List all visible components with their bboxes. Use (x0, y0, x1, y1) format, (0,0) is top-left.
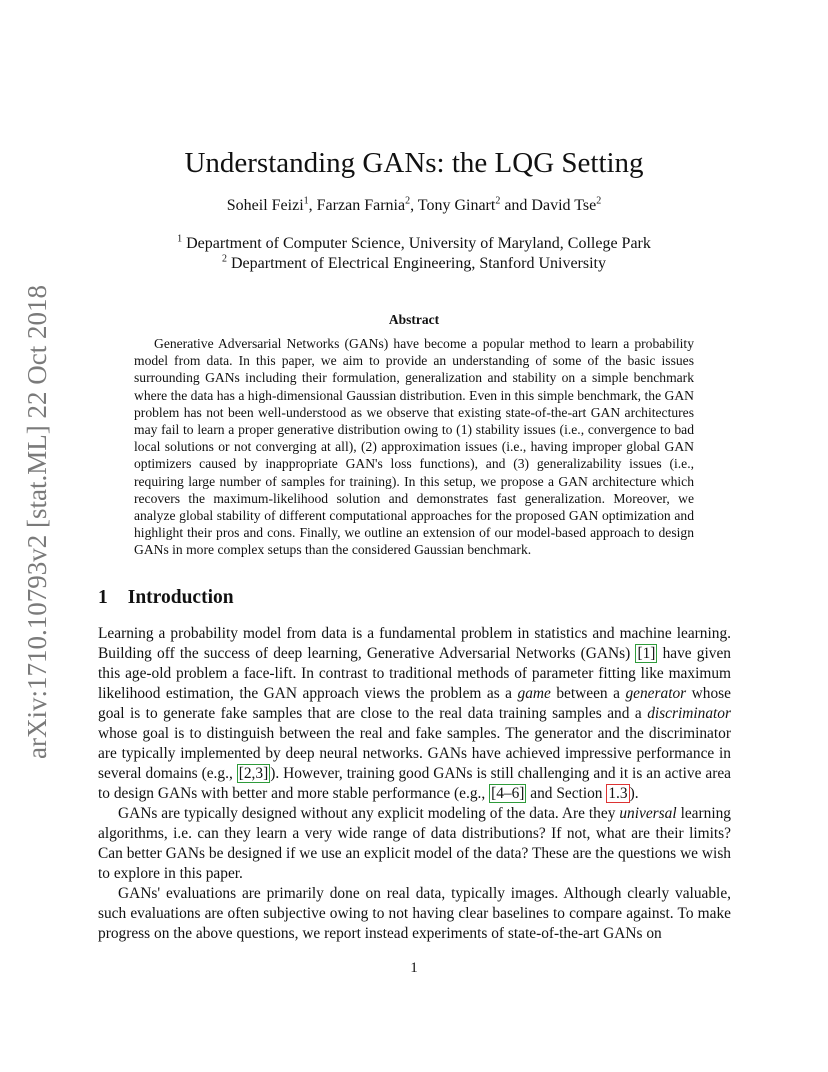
affiliation-mark: 2 (222, 253, 227, 265)
author-name: David Tse (531, 197, 597, 214)
affiliation-mark: 1 (177, 233, 183, 245)
author-affiliation-mark: 2 (495, 195, 501, 207)
author-name: Tony Ginart (417, 197, 496, 214)
section-heading (98, 587, 234, 609)
emphasis: discriminator (647, 705, 731, 722)
paragraph: Learning a probability model from data is a fundamental problem in statistics and machine learning. Building off the success of deep learning, Generative Adversarial Networks (GANs) [1] have given this age-old problem a face-lift. In contrast to traditional methods of parameter fitting like maximum likelihood estimation, the GAN approach views the problem as a game between a generator whose goal is to generate fake samples that are close to the real data training samples and a discriminator whose goal is to distinguish between the real and fake samples. The generator and the discriminator are typically implemented by deep neural networks. GANs have achieved impressive performance in several domains (e.g., [2,3] ). However, training good GANs is still challenging and it is an active area to design GANs with better and more stable performance (e.g., [4–6] and Section 1.3 ). (98, 625, 731, 802)
affiliation-2 (0, 255, 828, 273)
paper-title: Understanding GANs: the LQG Setting (184, 147, 644, 179)
author-affiliation-mark: 2 (405, 195, 411, 207)
emphasis: generator (625, 685, 687, 702)
arxiv-stamp-container (22, 282, 58, 762)
paragraph: GANs' evaluations are primarily done on real data, typically images. Although clearly valuable, such evaluations are often subjective owing to not having clear baselines to compare against. To make progress on the above questions, we report instead experiments of state-of-the-art GANs on (98, 885, 731, 942)
introduction-body (98, 624, 731, 944)
affiliation-text: Department of Electrical Engineering, Stanford University (231, 255, 606, 272)
arxiv-identifier: arXiv:1710.10793v2 [stat.ML] 22 Oct 2018 (22, 285, 52, 759)
author-affiliation-mark: 2 (596, 195, 602, 207)
citation-link[interactable]: [4–6] (491, 785, 525, 802)
affiliation-1 (0, 235, 828, 253)
paragraph: GANs are typically designed without any explicit modeling of the data. Are they universal learning algorithms, i.e. can they learn a very wide range of data distributions? If not, what are their limits? Can better GANs be designed if we use an explicit model of the data? These are the questions we wish to explore in this paper. (98, 805, 731, 882)
author-list: Soheil Feizi$^1$, Farzan Farnia$^2$, Tony Ginart$^2$ and David Tse$^2$ (226, 195, 602, 214)
citation-link[interactable]: [1] (637, 645, 656, 662)
emphasis: game (517, 685, 551, 702)
abstract-text: Generative Adversarial Networks (GANs) have become a popular method to learn a probability model from data. In this paper, we aim to provide an understanding of some of the basic issues surrounding GANs including their formulation, generalization and stability on a simple benchmark where the data has a high-dimensional Gaussian distribution. Even in this simple benchmark, the GAN problem has not been well-understood as we observe that existing state-of-the-art GAN architectures may fail to learn a proper generative distribution owing to (1) stability issues (i.e., convergence to bad local solutions or not converging at all), (2) approximation issues (i.e., having improper global GAN optimizers caused by inappropriate GAN's loss functions), and (3) generalizability issues (i.e., requiring large number of samples for training). In this setup, we propose a GAN architecture which recovers the maximum-likelihood solution and demonstrates fast generalization. Moreover, we analyze global stability of different computational approaches for the proposed GAN optimization and highlight their pros and cons. Finally, we outline an extension of our model-based approach to design GANs in more complex setups than the considered Gaussian benchmark. (134, 336, 694, 558)
section-title: Introduction (127, 587, 234, 608)
section-reference-link[interactable]: 1.3 (608, 785, 628, 802)
section-number: 1 (98, 587, 108, 608)
abstract-heading: Abstract (388, 312, 440, 327)
page-number: 1 (410, 960, 418, 976)
affiliation-text: Department of Computer Science, University of Maryland, College Park (186, 235, 651, 252)
author-affiliation-mark: 1 (303, 195, 309, 207)
emphasis: universal (619, 805, 677, 822)
author-name: Farzan Farnia (316, 197, 406, 214)
author-name: Soheil Feizi (226, 197, 304, 214)
citation-link[interactable]: [2,3] (238, 765, 269, 782)
